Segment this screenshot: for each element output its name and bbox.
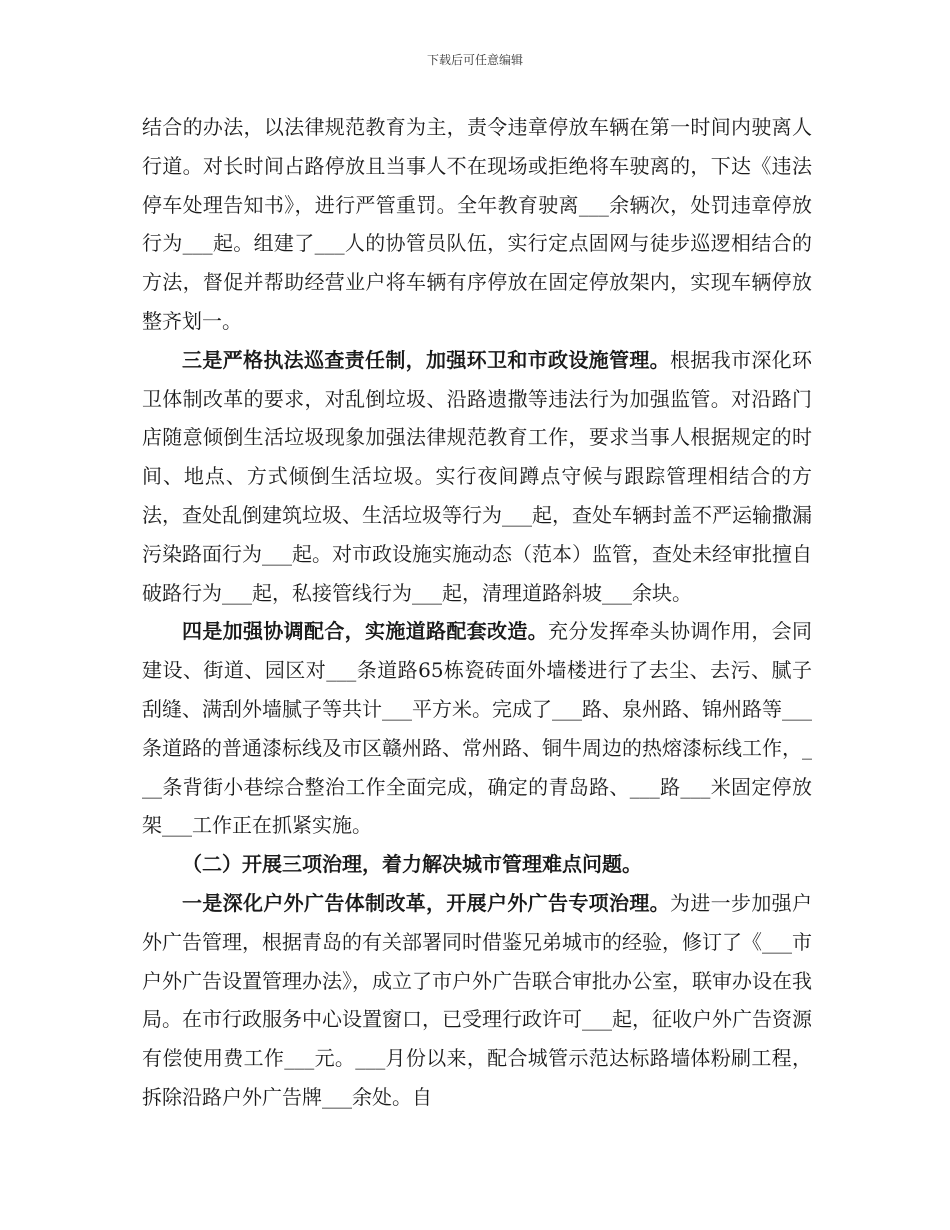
- section-heading: [142, 845, 812, 884]
- paragraph-5: [142, 884, 812, 1117]
- section-heading-text: （二）开展三项治理，着力解决城市管理难点问题。: [182, 852, 642, 877]
- paragraph-2-text: 根据我市深化环卫体制改革的要求，对乱倒垃圾、沿路遗撒等违法行为加强监管。对沿路门店随意倾倒生活垃圾现象加强法律规范教育工作，要求当事人根据规定的时间、地点、方式倾倒生活垃圾。实行夜间蹲点守候与跟踪管理相结合的方法，查处乱倒建筑垃圾、生活垃圾等行为___起，查处车辆封盖不严运输撒漏污染路面行为___起。对市政设施实施动态（范本）监管，查处未经审批擅自破路行为___起，私接管线行为___起，清理道路斜坡___余块。: [142, 347, 813, 605]
- paragraph-5-heading: 一是深化户外广告体制改革，开展户外广告专项治理。: [182, 890, 670, 915]
- paragraph-3-heading: 四是加强协调配合，实施道路配套改造。: [182, 619, 548, 644]
- paragraph-1: [142, 108, 812, 341]
- page-header: 下载后可任意编辑: [426, 53, 523, 67]
- document-body: [142, 108, 812, 1117]
- paragraph-3: [142, 612, 812, 845]
- paragraph-2-heading: 三是严格执法巡查责任制，加强环卫和市政设施管理。: [182, 347, 670, 372]
- paragraph-1-text: 结合的办法，以法律规范教育为主，责令违章停放车辆在第一时间内驶离人行道。对长时间占路停放且当事人不在现场或拒绝将车驶离的，下达《违法停车处理告知书》，进行严管重罚。全年教育驶离___余辆次，处罚违章停放行为___起。组建了___人的协管员队伍，实行定点固网与徒步巡逻相结合的方法，督促并帮助经营业户将车辆有序停放在固定停放架内，实现车辆停放整齐划一。: [142, 115, 812, 333]
- paragraph-2: [142, 341, 812, 613]
- paragraph-5-text: 为进一步加强户外广告管理，根据青岛的有关部署同时借鉴兄弟城市的经验，修订了《___市户外广告设置管理办法》，成立了市户外广告联合审批办公室，联审办设在我局。在市行政服务中心设置窗口，已受理行政许可___起，征收户外广告资源有偿使用费工作___元。___月份以来，配合城管示范达标路墙体粉刷工程，拆除沿路户外广告牌___余处。自: [142, 890, 813, 1109]
- paragraph-3-text: 充分发挥牵头协调作用，会同建设、街道、园区对___条道路65栋瓷砖面外墙楼进行了去尘、去污、腻子刮缝、满刮外墙腻子等共计___平方米。完成了___路、泉州路、锦州路等___条道路的普通漆标线及市区赣州路、常州路、铜牛周边的热熔漆标线工作，___条背街小巷综合整治工作全面完成，确定的青岛路、___路___米固定停放架___工作正在抓紧实施。: [142, 619, 812, 838]
